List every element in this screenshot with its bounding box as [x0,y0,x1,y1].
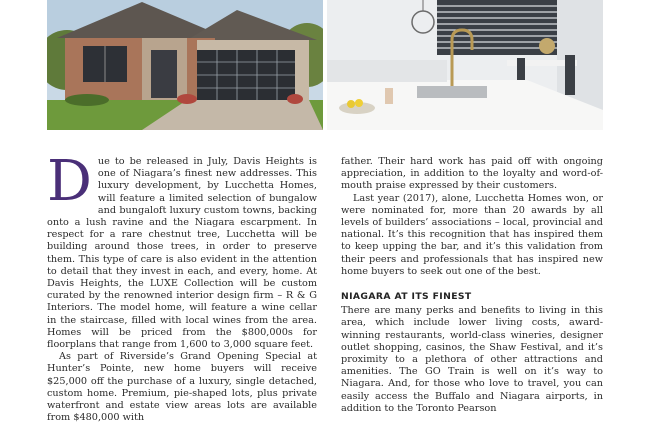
article-paragraph: father. Their hard work has paid off with ongoing appreciation, in addition to the loyalty and word-of-mouth praise expressed by their customers. [341,156,603,192]
article-column-right [341,156,603,415]
kitchen-interior-photo [327,0,603,130]
section-heading: NIAGARA AT ITS FINEST [341,291,472,303]
article-paragraph: As part of Riverside’s Grand Opening Special at Hunter’s Pointe, new home buyers will receive $25,000 off the purchase of a luxury, single detached, custom home. Premium, pie-shaped lots, plus private waterfront and estate view areas lots are available from $480,000 with [47,351,317,424]
drop-cap: D [47,149,92,214]
article-paragraph: There are many perks and benefits to living in this area, which include lower living costs, award-winning restaurants, world-class wineries, designer outlet shopping, casinos, the Shaw Festival, and it’s proximity to a plethora of other attractions and amenities. The GO Train is well on it’s way to Niagara. And, for those who love to travel, you can easily access the Buffalo and Niagara airports, in addition to the Toronto Pearson [341,305,603,414]
article-paragraph [47,149,317,351]
article-column-left [47,149,317,424]
paragraph-text: ue to be released in July, Davis Heights is one of Niagara’s finest new addresses. This luxury development, by Lucchetta Homes, will feature a limited selection of bungalow and bungaloft luxury custom towns, backing onto a lush ravine and the Niagara escarpment. In respect for a rare chestnut tree, Lucchetta will be building around those trees, in order to preserve them. This type of care is also evident in the attention to detail that they invest in each, and every, home. At Davis Heights, the LUXE Collection will be custom curated by the renowned interior design firm – R & G Interiors. The model home, will feature a wine cellar in the staircase, filled with local wines from the area. Homes will be priced from the $800,000s for floorplans that range from 1,600 to 3,000 square feet. [47,156,317,351]
article-paragraph: Last year (2017), alone, Lucchetta Homes won, or were nominated for, more than 20 awards by all levels of builders’ associations – local, provincial and national. It’s this recognition that has inspired them to keep upping the bar, and it’s this validation from their peers and professionals that has inspired new home buyers to seek out one of the best. [341,192,603,277]
house-exterior-photo [47,0,323,130]
